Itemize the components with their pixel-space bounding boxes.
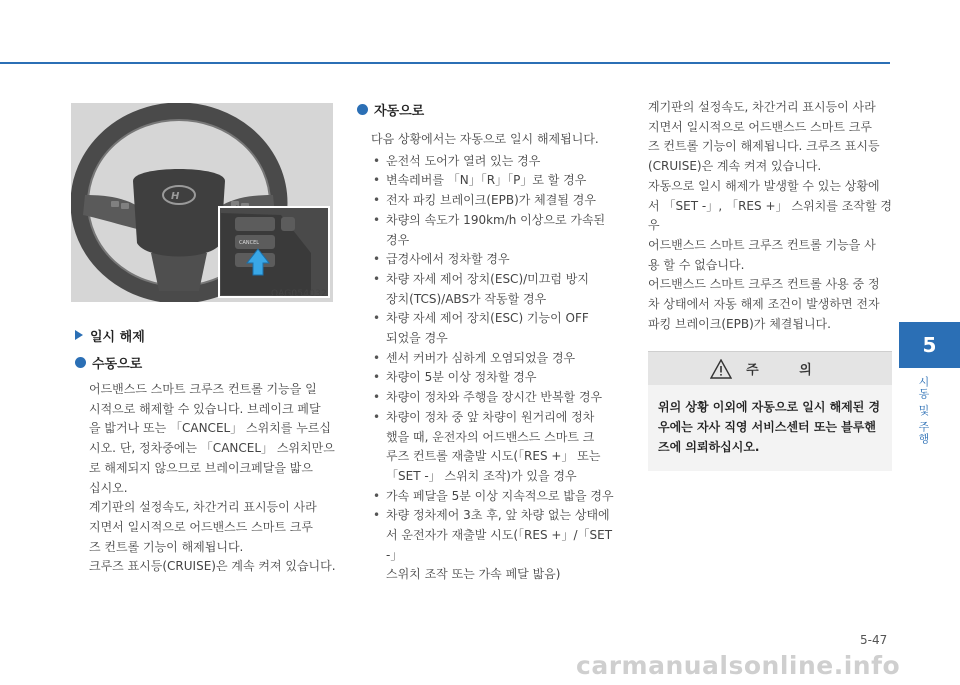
page-number: 5-47 bbox=[860, 633, 888, 647]
auto-heading bbox=[357, 98, 625, 120]
left-column bbox=[71, 320, 341, 577]
manual-text: 어드밴스드 스마트 크루즈 컨트롤 기능을 일 시적으로 해제할 수 있습니다. 브레이크 페달 을 밟거나 또는 「CANCEL」 스위치를 누르십 시오. 단, 정차중에는 「CANCEL」 스위치만으 로 해제되지 않으므로 브레이크페달을 밟으 십시오. 계기판의 설정속도, 차간거리 표시등이 사라 지면서 일시적으로 어드밴스드 스마트 크루 즈 컨트롤 기능이 해제됩니다. 크루즈 표시등(CRUISE)은 계속 켜져 있습니다. bbox=[89, 382, 336, 574]
list-item: • 차량이 정차 중 앞 차량이 원거리에 정차 했을 때, 운전자의 어드밴스드 스마트 크 루즈 컨트롤 재출발 시도(「RES +」 또는 「SET -」 스위치 조작)가 있을 경우 bbox=[373, 408, 625, 487]
list-item: • 급경사에서 정차할 경우 bbox=[373, 250, 625, 270]
circle-bullet-icon bbox=[75, 357, 86, 368]
chapter-label: 시동 및 주행 bbox=[917, 376, 930, 445]
manual-title: 수동으로 bbox=[92, 356, 143, 372]
list-item: • 차량 자세 제어 장치(ESC)/미끄럼 방지 장치(TCS)/ABS가 작동할 경우 bbox=[373, 270, 625, 309]
list-item: • 운전석 도어가 열려 있는 경우 bbox=[373, 152, 625, 172]
list-item: • 전자 파킹 브레이크(EPB)가 체결될 경우 bbox=[373, 191, 625, 211]
steering-wheel-illustration bbox=[71, 103, 333, 302]
auto-conditions-list bbox=[373, 152, 625, 585]
list-item: • 센서 커버가 심하게 오염되었을 경우 bbox=[373, 349, 625, 369]
manual-heading bbox=[75, 351, 341, 373]
caution-title: 주 의 bbox=[746, 363, 830, 379]
section-heading bbox=[75, 324, 341, 346]
warning-icon bbox=[710, 359, 732, 379]
chapter-tab: 5 bbox=[899, 322, 960, 368]
caution-box bbox=[648, 351, 892, 471]
auto-title: 자동으로 bbox=[374, 103, 425, 119]
caution-text: 위의 상황 이외에 자동으로 일시 해제된 경 우에는 자사 직영 서비스센터 또는 블루핸 즈에 의뢰하십시오. bbox=[648, 385, 892, 471]
svg-text:H: H bbox=[171, 191, 180, 202]
triangle-bullet-icon bbox=[75, 330, 83, 340]
auto-continued-text: 계기판의 설정속도, 차간거리 표시등이 사라 지면서 일시적으로 어드밴스드 스마트 크루 즈 컨트롤 기능이 해제됩니다. 크루즈 표시등 (CRUISE)은 계속 켜져 있습니다. 자동으로 일시 해제가 발생할 수 있는 상황에 서 「SET -」, 「RES +」 스위치를 조작할 경우 어드밴스드 스마트 크루즈 컨트롤 기능을 사 용 할 수 없습니다. 어드밴스드 스마트 크루즈 컨트롤 사용 중 정 차 상태에서 자동 해제 조건이 발생하면 전자 파킹 브레이크(EPB)가 체결됩니다. bbox=[648, 100, 892, 331]
caution-header bbox=[648, 351, 892, 385]
list-item: • 차량 자세 제어 장치(ESC) 기능이 OFF 되었을 경우 bbox=[373, 309, 625, 348]
cancel-switch-label: CANCEL bbox=[239, 240, 260, 246]
list-item: • 차량 정차제어 3초 후, 앞 차량 없는 상태에 서 운전자가 재출발 시도(「RES +」/「SET -」 스위치 조작 또는 가속 페달 밟음) bbox=[373, 506, 625, 585]
circle-bullet-icon bbox=[357, 104, 368, 115]
right-column bbox=[634, 98, 892, 471]
section-title: 일시 해제 bbox=[90, 329, 145, 345]
list-item: • 변속레버를 「N」「R」「P」로 할 경우 bbox=[373, 171, 625, 191]
list-item: • 가속 페달을 5분 이상 지속적으로 밟을 경우 bbox=[373, 487, 625, 507]
figure-code: OAG054032 bbox=[270, 289, 327, 299]
auto-intro: 다음 상황에서는 자동으로 일시 해제됩니다. bbox=[371, 132, 599, 146]
header-rule bbox=[0, 62, 890, 64]
list-item: • 차량이 정차와 주행을 장시간 반복할 경우 bbox=[373, 388, 625, 408]
middle-column bbox=[353, 98, 625, 585]
list-item: • 차량의 속도가 190km/h 이상으로 가속된 경우 bbox=[373, 211, 625, 250]
steering-wheel-figure bbox=[71, 103, 333, 302]
watermark: carmanualsonline.info bbox=[576, 651, 901, 680]
list-item: • 차량이 5분 이상 정차할 경우 bbox=[373, 368, 625, 388]
